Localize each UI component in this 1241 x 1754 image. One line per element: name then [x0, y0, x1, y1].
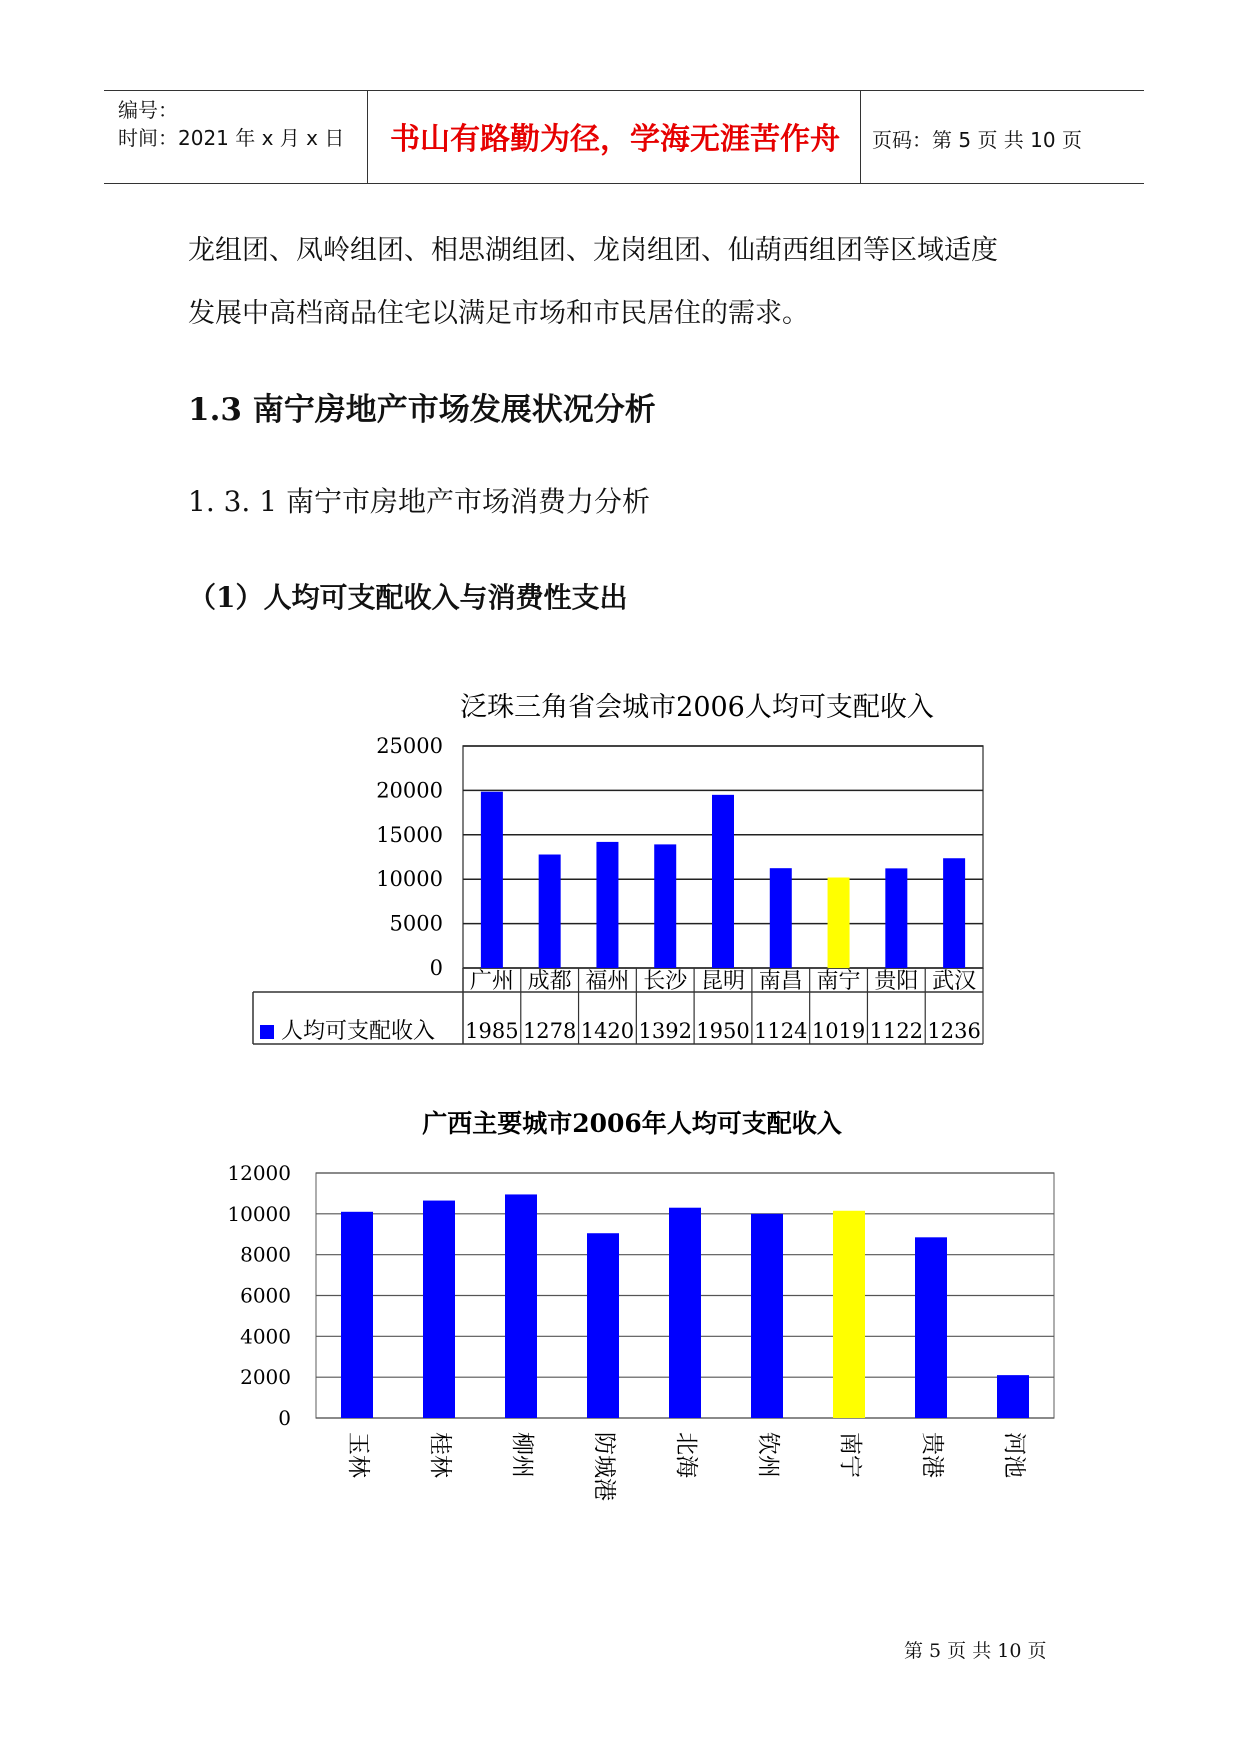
chart1-bar-昆明	[712, 795, 734, 968]
chart1-y-axis	[376, 734, 443, 980]
chart-guangxi-income	[0, 1100, 1241, 1520]
chart2-y-tick-label: 8000	[240, 1242, 291, 1267]
chart1-data-table	[253, 968, 983, 1044]
chart1-y-tick-label: 10000	[376, 867, 443, 892]
chart2-y-tick-label: 4000	[240, 1324, 291, 1349]
chart1-bar-长沙	[654, 844, 676, 968]
footer-page-number: 第 5 页 共 10 页	[904, 1640, 1047, 1662]
chart2-y-tick-label: 0	[278, 1406, 291, 1430]
paragraph-line-1: 龙组团、凤岭组团、相思湖组团、龙岗组团、仙葫西组团等区域适度	[188, 235, 998, 266]
chart1-table-value: 1392	[638, 1019, 692, 1043]
chart1-x-tick-label: 南昌	[758, 969, 803, 994]
paragraph-line-2: 发展中高档商品住宅以满足市场和市民居住的需求。	[188, 298, 809, 329]
chart2-bar-南宁	[833, 1211, 865, 1418]
chart1-table-value: 1985	[465, 1019, 519, 1043]
chart2-y-tick-label: 2000	[240, 1365, 291, 1390]
chart-pan-pearl-delta-income	[0, 680, 1241, 1080]
chart2-x-tick-label: 北海	[673, 1432, 699, 1478]
chart2-x-tick-label: 钦州	[755, 1432, 781, 1478]
chart1-y-tick-label: 15000	[376, 822, 443, 847]
chart1-bar-武汉	[943, 858, 965, 968]
chart1-x-tick-label: 成都	[527, 969, 572, 994]
chart1-y-tick-label: 25000	[376, 734, 443, 758]
chart1-x-tick-label: 昆明	[700, 969, 746, 994]
chart1-x-tick-label: 贵阳	[874, 969, 919, 994]
chart2-x-tick-label: 柳州	[509, 1432, 535, 1478]
chart1-table-value: 1420	[580, 1019, 635, 1043]
chart2-bar-柳州	[505, 1194, 537, 1418]
chart2-bars	[341, 1194, 1029, 1418]
chart1-bars	[481, 792, 965, 968]
chart2-bar-钦州	[751, 1214, 783, 1418]
chart2-y-tick-label: 6000	[240, 1283, 291, 1308]
chart2-title: 广西主要城市2006年人均可支配收入	[422, 1109, 842, 1138]
section-heading-1-3-1: 1. 3. 1 南宁市房地产市场消费力分析	[188, 485, 650, 518]
chart1-table-value: 1236	[927, 1019, 981, 1043]
chart2-x-tick-label: 河池	[1001, 1432, 1027, 1478]
chart1-title: 泛珠三角省会城市2006人均可支配收入	[460, 692, 934, 723]
chart1-table-value: 1278	[522, 1019, 577, 1043]
chart2-x-tick-label: 桂林	[427, 1432, 453, 1478]
chart2-bar-北海	[669, 1208, 701, 1418]
header-divider-left	[367, 90, 368, 184]
chart1-bar-广州	[481, 792, 503, 968]
header-motto: 书山有路勤为径，学海无涯苦作舟	[390, 122, 840, 157]
header-bottom-rule	[104, 183, 1144, 184]
subsection-heading-income: （1）人均可支配收入与消费性支出	[188, 581, 628, 614]
chart1-bar-南昌	[770, 868, 792, 968]
chart2-y-tick-label: 12000	[227, 1161, 291, 1185]
chart1-table-value: 1122	[869, 1019, 924, 1043]
document-time-label: 时间：2021 年 x 月 x 日	[118, 126, 345, 150]
chart1-x-tick-label: 南宁	[816, 969, 861, 994]
chart1-table-value: 1950	[696, 1019, 750, 1043]
chart2-bar-河池	[997, 1375, 1029, 1418]
chart1-table-value: 1124	[754, 1019, 808, 1043]
chart2-bar-贵港	[915, 1237, 947, 1418]
chart1-y-tick-label: 0	[429, 956, 443, 980]
chart2-bar-桂林	[423, 1201, 455, 1418]
chart2-x-axis-labels	[345, 1432, 1027, 1501]
chart1-y-tick-label: 20000	[376, 778, 443, 803]
chart1-y-tick-label: 5000	[389, 911, 443, 936]
chart1-table-value: 1019	[811, 1019, 866, 1043]
chart2-bar-防城港	[587, 1233, 619, 1418]
chart2-x-tick-label: 南宁	[837, 1432, 863, 1478]
chart1-bar-福州	[596, 842, 618, 968]
chart1-x-tick-label: 广州	[469, 969, 514, 994]
chart1-legend-label: 人均可支配收入	[281, 1019, 436, 1044]
chart1-legend-swatch	[260, 1025, 274, 1039]
header-page-info: 页码：第 5 页 共 10 页	[872, 128, 1082, 152]
chart1-x-tick-label: 武汉	[932, 969, 977, 994]
chart2-y-axis	[227, 1161, 291, 1430]
section-heading-1-3: 1.3 南宁房地产市场发展状况分析	[188, 392, 656, 428]
chart1-bar-南宁	[828, 878, 850, 968]
chart2-bar-玉林	[341, 1212, 373, 1418]
header-divider-right	[860, 90, 861, 184]
document-number-label: 编号：	[118, 98, 178, 122]
chart2-x-tick-label: 玉林	[345, 1432, 371, 1478]
chart2-x-tick-label: 防城港	[591, 1432, 617, 1501]
chart2-x-tick-label: 贵港	[919, 1432, 945, 1478]
chart1-bar-成都	[539, 855, 561, 968]
chart1-bar-贵阳	[885, 868, 907, 968]
chart2-y-tick-label: 10000	[227, 1201, 291, 1226]
header-top-rule	[104, 90, 1144, 91]
chart1-x-tick-label: 长沙	[643, 969, 688, 994]
chart1-x-tick-label: 福州	[585, 969, 630, 994]
